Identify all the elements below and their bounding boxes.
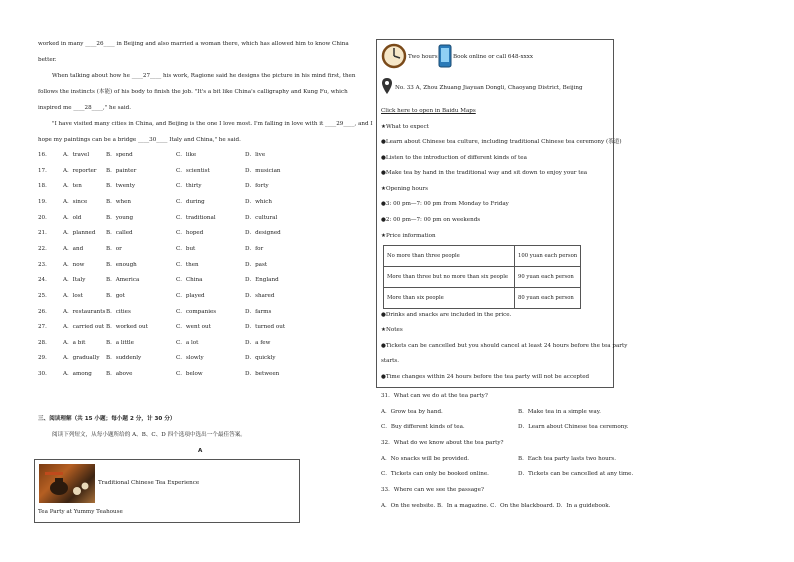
teapot-icon	[39, 464, 95, 503]
answer-option[interactable]: C．thirty	[176, 183, 202, 190]
card-subtitle: Tea Party at Yummy Teahouse	[38, 509, 123, 515]
option-32c[interactable]: C．Tickets can only be booked online.	[381, 471, 489, 477]
answer-option[interactable]: A．old	[63, 214, 82, 221]
passage-line: inspired me ____28____," he said.	[38, 105, 132, 111]
price-group: No more than three people	[384, 246, 515, 267]
expect-heading: ★What to expect	[381, 124, 429, 130]
option-32b[interactable]: B．Each tea party lasts two hours.	[518, 456, 617, 462]
table-row	[384, 267, 581, 288]
answer-option[interactable]: A．restaurants	[63, 308, 106, 315]
answer-option[interactable]: C．below	[176, 371, 203, 378]
section-instruction: 阅读下列短文，从每小题所给的 A、B、C、D 四个选项中选出一个最佳答案。	[52, 432, 246, 438]
answer-option[interactable]: C．played	[176, 292, 205, 299]
price-value: 100 yuan each person	[515, 246, 581, 267]
answer-option[interactable]: A．travel	[63, 152, 90, 158]
notes-item: starts.	[381, 358, 400, 364]
passage-label: A	[198, 448, 203, 454]
question-number: 25．	[38, 292, 51, 299]
answer-option[interactable]: D．for	[245, 245, 264, 252]
answer-option[interactable]: C．during	[176, 198, 205, 205]
answer-option[interactable]: B．or	[106, 245, 122, 252]
answer-option[interactable]: B．got	[106, 292, 125, 299]
question-number: 19．	[38, 198, 51, 205]
question-33: 33．Where can we see the passage?	[381, 487, 484, 493]
answer-option[interactable]: D．musician	[245, 167, 281, 174]
answer-option[interactable]: B．worked out	[106, 324, 148, 331]
tea-card	[34, 459, 300, 523]
answer-option[interactable]: C．a lot	[176, 339, 199, 346]
question-number: 20．	[38, 214, 51, 221]
answer-option[interactable]: A．lost	[63, 292, 83, 299]
question-number: 17．	[38, 167, 51, 174]
answer-option[interactable]: B．painter	[106, 167, 137, 174]
section-title: 三、阅读理解（共 15 小题；每小题 2 分，计 30 分）	[38, 416, 176, 422]
option-31a[interactable]: A．Grow tea by hand.	[381, 409, 443, 415]
answer-option[interactable]: A．since	[63, 198, 88, 205]
answer-option[interactable]: A．planned	[63, 230, 96, 237]
answer-option[interactable]: D．England	[245, 277, 279, 284]
passage-line: better.	[38, 57, 57, 63]
table-row	[384, 246, 581, 267]
tea-photo	[39, 464, 95, 503]
expect-item: ●Learn about Chinese tea culture, including traditional Chinese tea ceremony (茶道)	[381, 139, 622, 145]
question-number: 21．	[38, 230, 51, 237]
answer-option[interactable]: D．cultural	[245, 214, 278, 221]
price-group: More than six people	[384, 288, 515, 309]
question-number: 16．	[38, 152, 51, 158]
price-value: 80 yuan each person	[515, 288, 581, 309]
answer-option[interactable]: C．scientist	[176, 167, 210, 174]
notes-item: ●Time changes within 24 hours before the tea party will not be accepted	[381, 374, 590, 380]
answer-option[interactable]: D．live	[245, 152, 266, 158]
location-pin-icon	[381, 77, 393, 95]
passage-line: follows the instincts (本能) of his body to finish the job. "It's a bit like China's calligraphy and Kung Fu, which	[38, 89, 348, 95]
option-31c[interactable]: C．Buy different kinds of tea.	[381, 424, 465, 430]
answer-option[interactable]: D．which	[245, 198, 272, 205]
question-number: 26．	[38, 308, 51, 315]
answer-option[interactable]: B．enough	[106, 261, 137, 268]
notes-heading: ★Notes	[381, 327, 403, 333]
map-link[interactable]: Click here to open in Baidu Maps	[381, 108, 476, 114]
answer-option[interactable]: A．a bit	[63, 339, 86, 346]
answer-option[interactable]: C．slowly	[176, 355, 204, 362]
answer-option[interactable]: B．young	[106, 214, 134, 221]
notes-item: ●Tickets can be cancelled but you should cancel at least 24 hours before the tea party	[381, 343, 628, 349]
question-number: 30．	[38, 371, 51, 378]
answer-option[interactable]: C．companies	[176, 308, 217, 315]
answer-option[interactable]: A．ten	[63, 183, 82, 190]
question-32: 32．What do we know about the tea party?	[381, 440, 504, 446]
passage-line: worked in many ____26____ in Beijing and also married a woman there, which has allowed him to know China	[38, 41, 349, 47]
hours-heading: ★Opening hours	[381, 186, 428, 192]
table-row	[384, 288, 581, 309]
hours-item: ●2: 00 pm—7: 00 pm on weekends	[381, 217, 481, 223]
phone-icon	[438, 44, 452, 68]
price-group: More than three but no more than six people	[384, 267, 515, 288]
clock-icon	[381, 43, 407, 69]
answer-option[interactable]: C．like	[176, 152, 197, 158]
question-number: 23．	[38, 261, 51, 268]
options-33[interactable]: A．On the website. B．In a magazine. C．On the blackboard. D．In a guidebook.	[381, 503, 611, 509]
answer-option[interactable]: C．but	[176, 245, 196, 252]
answer-option[interactable]: B．cities	[106, 308, 131, 315]
answer-option[interactable]: D．turned out	[245, 324, 286, 331]
answer-option[interactable]: B．called	[106, 230, 133, 237]
expect-item: ●Make tea by hand in the traditional way and sit down to enjoy your tea	[381, 170, 588, 176]
option-32a[interactable]: A．No snacks will be provided.	[381, 456, 470, 462]
answer-option[interactable]: D．a few	[245, 339, 271, 346]
answer-option[interactable]: B．twenty	[106, 183, 136, 190]
answer-option[interactable]: B．when	[106, 198, 132, 205]
option-32d[interactable]: D．Tickets can be cancelled at any time.	[518, 471, 634, 477]
expect-item: ●Listen to the introduction of different kinds of tea	[381, 155, 527, 161]
answer-option[interactable]: C．traditional	[176, 214, 216, 221]
question-number: 29．	[38, 355, 51, 362]
answer-option[interactable]: A．reporter	[63, 167, 97, 174]
address-text: No. 33 A, Zhou Zhuang Jiayuan Dongli, Chaoyang District, Beijing	[395, 85, 583, 91]
answer-option[interactable]: B．suddenly	[106, 355, 142, 362]
question-number: 28．	[38, 339, 51, 346]
price-value: 90 yuan each person	[515, 267, 581, 288]
question-number: 18．	[38, 183, 51, 190]
question-number: 24．	[38, 277, 51, 284]
option-31b[interactable]: B．Make tea in a simple way.	[518, 409, 601, 415]
answer-option[interactable]: D．farms	[245, 308, 272, 315]
duration-text: Two hours	[408, 54, 438, 60]
price-note: ●Drinks and snacks are included in the price.	[381, 312, 512, 318]
hours-item: ●3: 00 pm—7: 00 pm from Monday to Friday	[381, 201, 509, 207]
question-number: 22．	[38, 245, 51, 252]
answer-option[interactable]: C．went out	[176, 324, 211, 331]
passage-line: "I have visited many cities in China, and Beijing is the one I love most. I'm falling in love with it ____29____, and I	[52, 121, 373, 127]
answer-option[interactable]: B．above	[106, 371, 133, 378]
answer-option[interactable]: A．gradually	[63, 355, 100, 362]
answer-option[interactable]: B．a little	[106, 339, 134, 346]
answer-option[interactable]: D．designed	[245, 230, 281, 237]
answer-option[interactable]: A．and	[63, 245, 84, 252]
card-title: Traditional Chinese Tea Experience	[98, 480, 200, 486]
option-31d[interactable]: D．Learn about Chinese tea ceremony.	[518, 424, 629, 430]
answer-option[interactable]: D．shared	[245, 292, 275, 299]
answer-option[interactable]: B．spend	[106, 152, 133, 158]
answer-option[interactable]: A．carried out	[63, 324, 105, 331]
answer-option[interactable]: A．now	[63, 261, 85, 268]
passage-line: hope my paintings can be a bridge ____30____ Italy and China," he said.	[38, 137, 241, 143]
answer-option[interactable]: B．America	[106, 277, 140, 284]
booking-text: Book online or call 648-xxxx	[453, 54, 534, 60]
answer-option[interactable]: A．among	[63, 371, 92, 378]
answer-option[interactable]: D．between	[245, 371, 280, 378]
answer-option[interactable]: A．Italy	[63, 277, 86, 284]
passage-line: When talking about how he ____27____ his work, Ragione said he designs the picture in his mind first, then	[52, 73, 356, 79]
answer-option[interactable]: D．past	[245, 261, 268, 268]
answer-option[interactable]: D．quickly	[245, 355, 276, 362]
answer-option[interactable]: D．forty	[245, 183, 269, 190]
answer-option[interactable]: C．China	[176, 277, 203, 284]
answer-option[interactable]: C．hoped	[176, 230, 204, 237]
question-31: 31．What can we do at the tea party?	[381, 393, 488, 399]
price-heading: ★Price information	[381, 233, 436, 239]
question-number: 27．	[38, 324, 51, 331]
price-table	[383, 245, 581, 309]
answer-option[interactable]: C．then	[176, 261, 199, 268]
